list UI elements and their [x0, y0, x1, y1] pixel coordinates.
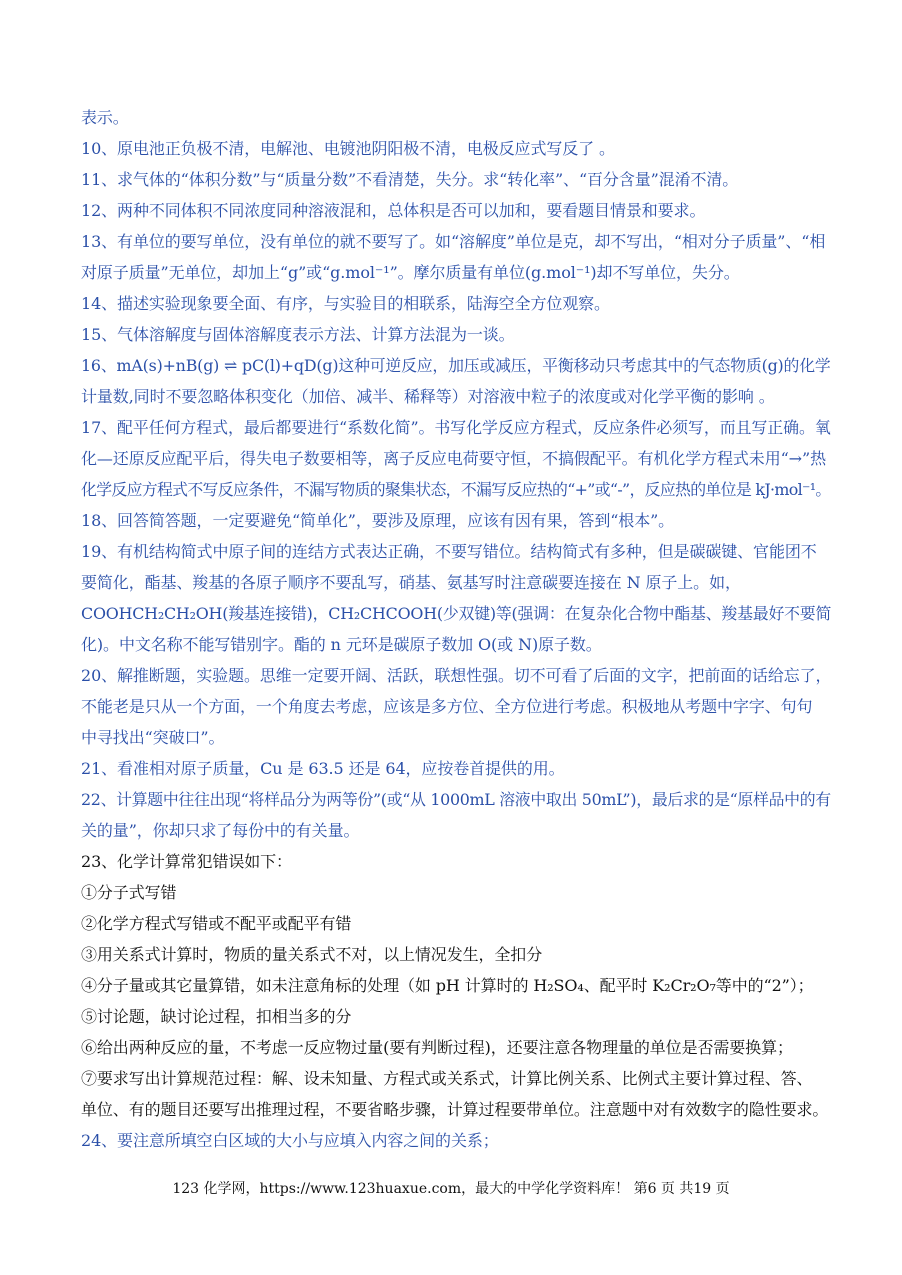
text-line: 中寻找出“突破口”。	[81, 728, 225, 747]
text-line: 单位、有的题目还要写出推理过程，不要省略步骤，计算过程要带单位。注意题中对有效数字的隐性要求。	[81, 1100, 829, 1119]
text-line: 表示。	[81, 108, 129, 127]
text-line: 10、原电池正负极不清，电解池、电镀池阴阳极不清，电极反应式写反了 。	[81, 139, 615, 158]
text-line: ⑥给出两种反应的量，不考虑一反应物过量(要有判断过程)，还要注意各物理量的单位是否需要换算；	[81, 1038, 793, 1057]
text-line: ④分子量或其它量算错，如未注意角标的处理（如 pH 计算时的 H₂SO₄、配平时 K₂Cr₂O₇等中的“2”）；	[81, 976, 814, 995]
text-line: 14、描述实验现象要全面、有序，与实验目的相联系，陆海空全方位观察。	[81, 294, 610, 313]
text-line: 17、配平任何方程式，最后都要进行“系数化简”。书写化学反应方程式，反应条件必须写，而且写正确。氧	[81, 418, 831, 437]
text-line: 18、回答简答题，一定要避免“简单化”，要涉及原理，应该有因有果，答到“根本”。	[81, 511, 675, 530]
text-line: ③用关系式计算时，物质的量关系式不对，以上情况发生，全扣分	[81, 945, 543, 964]
text-line: 要简化，酯基、羧基的各原子顺序不要乱写，硝基、氨基写时注意碳要连接在 N 原子上。如，	[81, 573, 741, 592]
text-line: COOHCH₂CH₂OH(羧基连接错)，CH₂CHCOOH(少双键)等(强调：在复杂化合物中酯基、羧基最好不要简	[81, 604, 832, 623]
text-line: 12、两种不同体积不同浓度同种溶液混和，总体积是否可以加和，要看题目情景和要求。	[81, 201, 706, 220]
text-line: 化)。中文名称不能写错别字。酯的 n 元环是碳原子数加 O(或 N)原子数。	[81, 635, 602, 654]
text-line: 化学反应方程式不写反应条件，不漏写物质的聚集状态，不漏写反应热的“+”或“-”，反应热的单位是 kJ·mol⁻¹。	[81, 480, 831, 499]
text-line: 11、求气体的“体积分数”与“质量分数”不看清楚，失分。求“转化率”、“百分含量”混淆不清。	[81, 170, 739, 189]
text-line: 计量数,同时不要忽略体积变化（加倍、减半、稀释等）对溶液中粒子的浓度或对化学平衡的影响 。	[81, 387, 775, 406]
document-body	[81, 102, 831, 1156]
text-line: 不能老是只从一个方面，一个角度去考虑，应该是多方位、全方位进行考虑。积极地从考题中字字、句句	[81, 697, 813, 716]
text-line: 16、mA(s)+nB(g) ⇌ pC(l)+qD(g)这种可逆反应，加压或减压，平衡移动只考虑其中的气态物质(g)的化学	[81, 356, 831, 375]
text-line: 20、解推断题，实验题。思维一定要开阔、活跃，联想性强。切不可看了后面的文字，把前面的话给忘了，	[81, 666, 832, 685]
text-line: 24、要注意所填空白区域的大小与应填入内容之间的关系；	[81, 1131, 499, 1150]
text-line: 13、有单位的要写单位，没有单位的就不要写了。如“溶解度”单位是克，却不写出，“相对分子质量”、“相	[81, 232, 826, 251]
text-line: 22、计算题中往往出现“将样品分为两等份”(或“从 1000mL 溶液中取出 50mL”)，最后求的是“原样品中的有	[81, 790, 831, 809]
text-line: ①分子式写错	[81, 883, 177, 902]
text-line: 19、有机结构简式中原子间的连结方式表达正确，不要写错位。结构简式有多种，但是碳碳键、官能团不	[81, 542, 817, 561]
text-line: 15、气体溶解度与固体溶解度表示方法、计算方法混为一谈。	[81, 325, 515, 344]
text-line: ⑦要求写出计算规范过程：解、设未知量、方程式或关系式，计算比例关系、比例式主要计算过程、答、	[81, 1069, 813, 1088]
page-footer: 123 化学网，https://www.123huaxue.com，最大的中学化学资料库！ 第6 页 共19 页	[172, 1181, 730, 1197]
text-line: 23、化学计算常犯错误如下：	[81, 852, 292, 871]
text-line: 对原子质量”无单位，却加上“g”或“g.mol⁻¹”。摩尔质量有单位(g.mol⁻¹)却不写单位，失分。	[81, 263, 740, 282]
text-line: 化—还原反应配平后，得失电子数要相等，离子反应电荷要守恒，不搞假配平。有机化学方程式未用“→”热	[81, 449, 826, 468]
text-line: 关的量”，你却只求了每份中的有关量。	[81, 821, 360, 840]
text-line: ②化学方程式写错或不配平或配平有错	[81, 914, 352, 933]
text-line: 21、看准相对原子质量，Cu 是 63.5 还是 64，应按卷首提供的用。	[81, 759, 565, 778]
text-line: ⑤讨论题，缺讨论过程，扣相当多的分	[81, 1007, 352, 1026]
